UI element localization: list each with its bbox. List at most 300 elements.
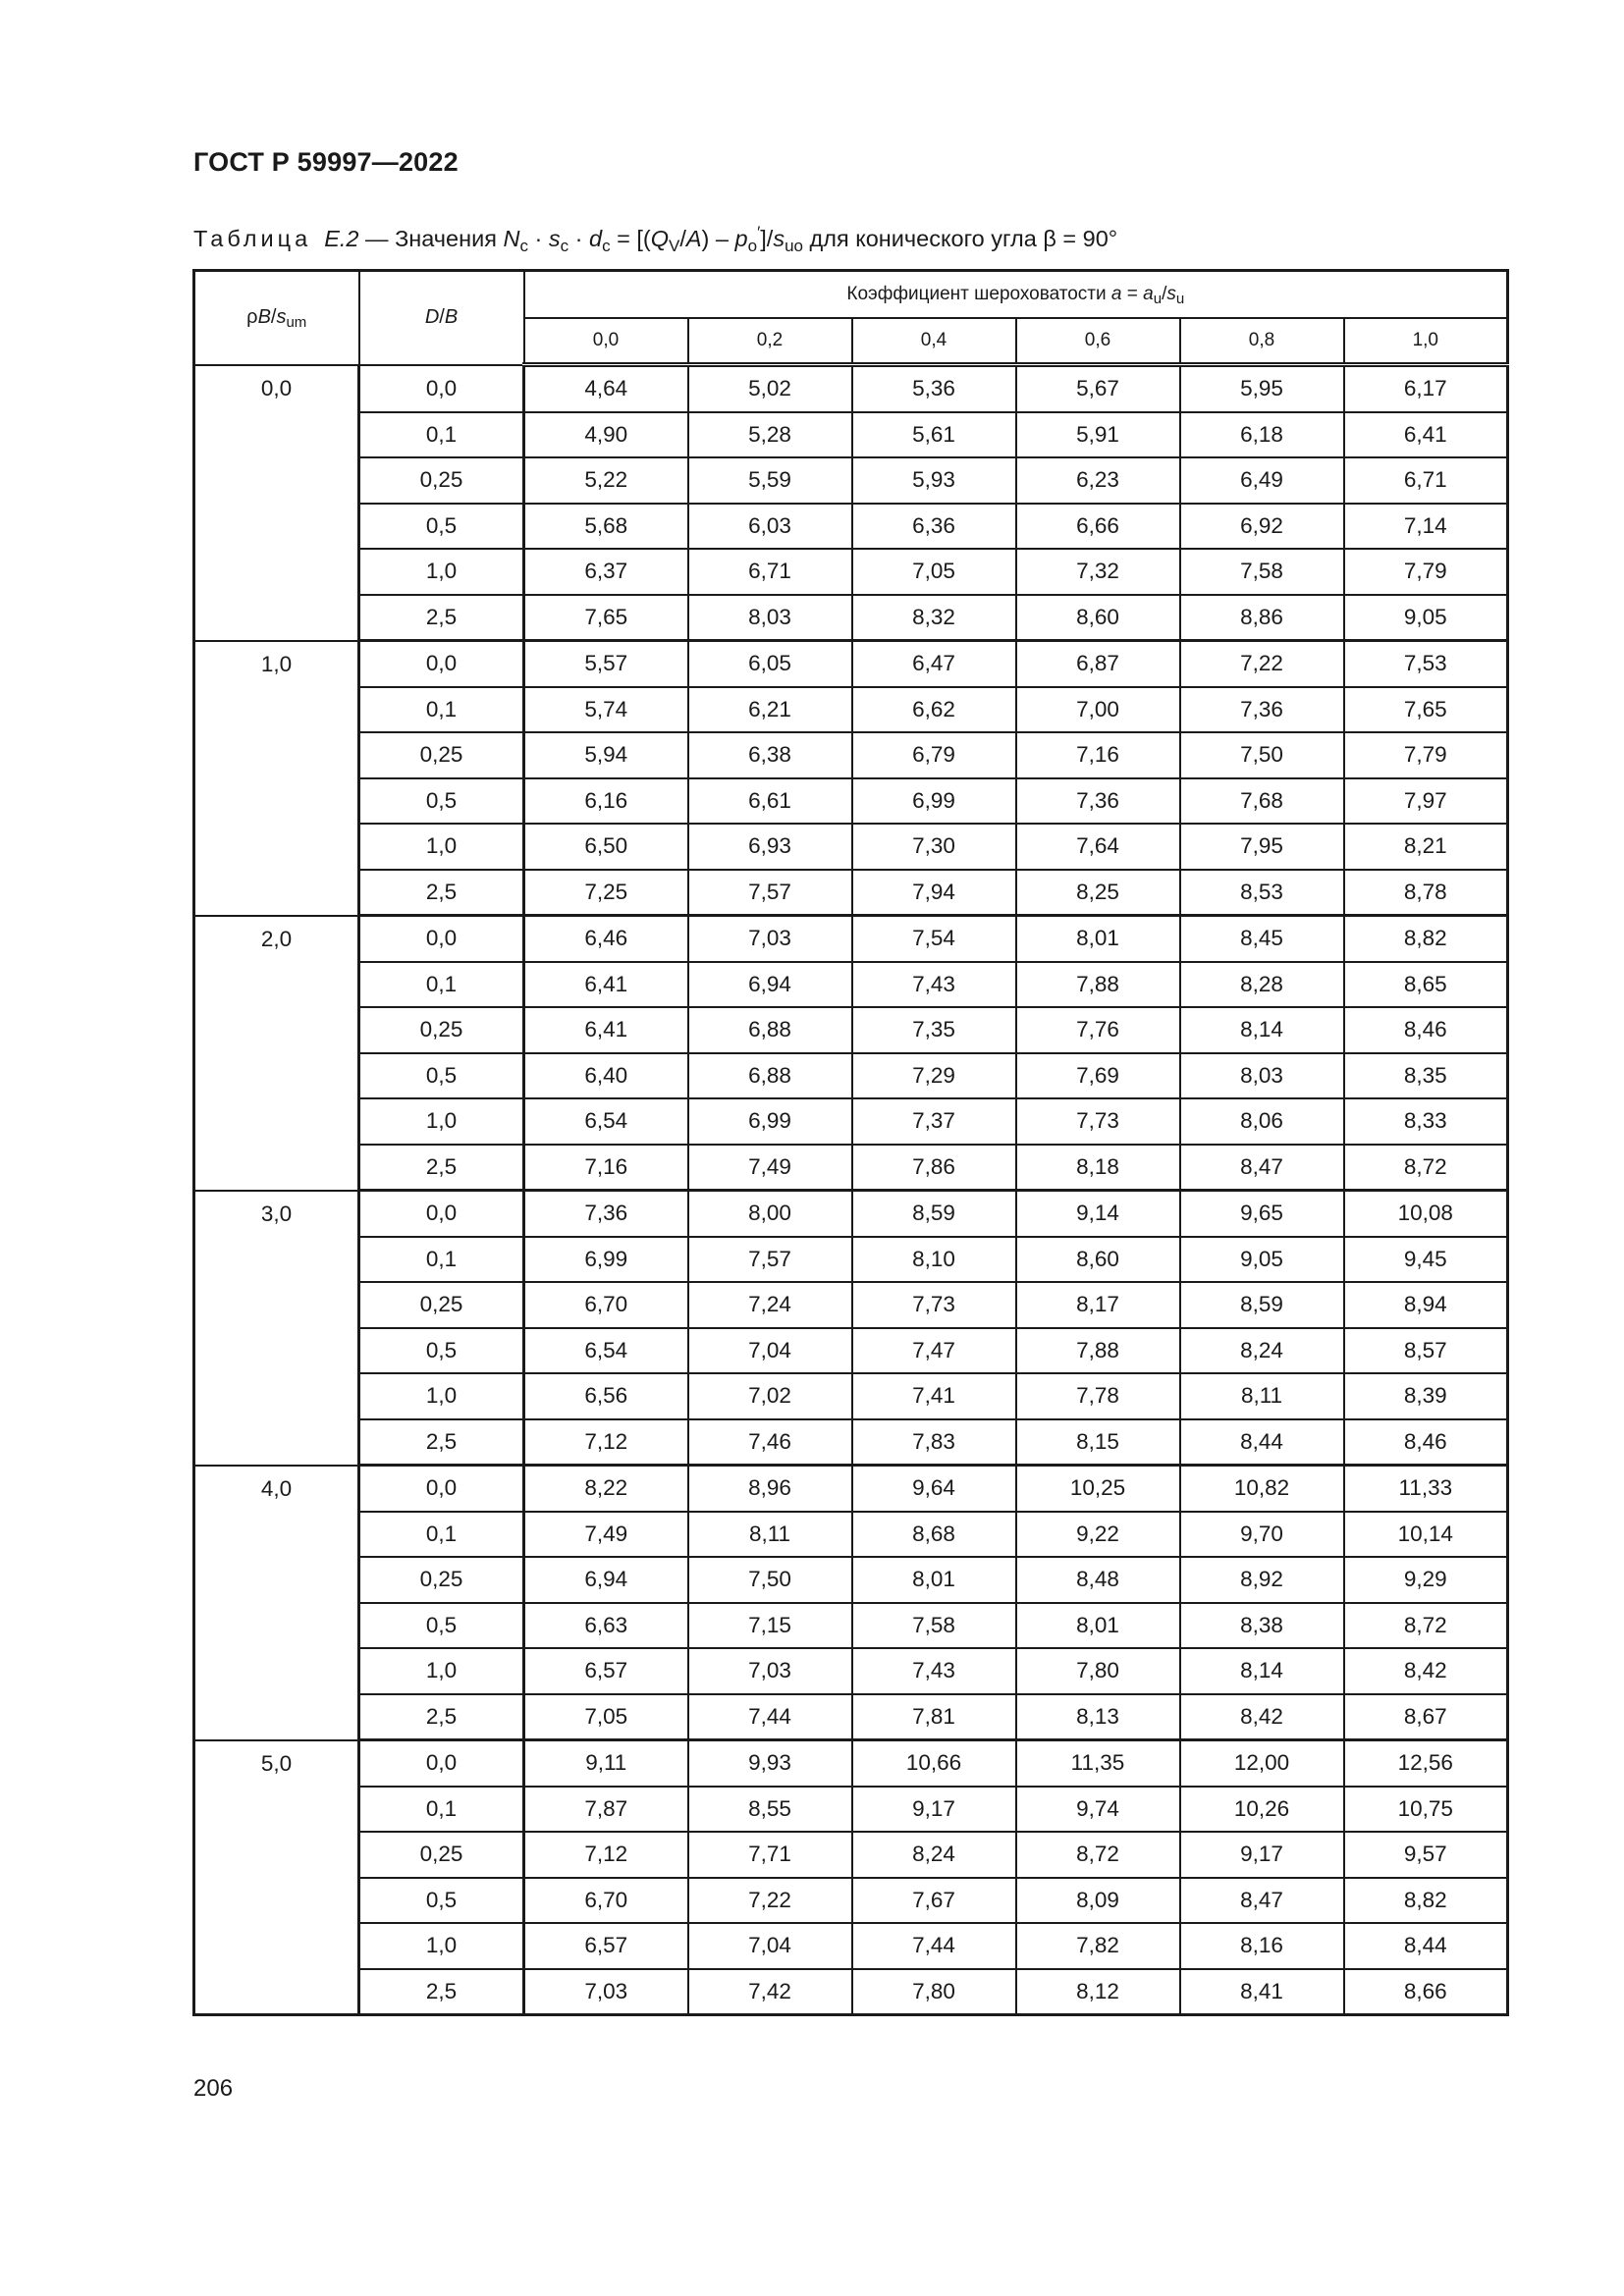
cell-value: 8,21 [1344, 824, 1508, 870]
table-row [194, 1328, 1508, 1374]
cell-value: 7,16 [524, 1145, 688, 1191]
cell-value: 8,57 [1344, 1328, 1508, 1374]
cell-value: 4,64 [524, 365, 688, 412]
cell-value: 8,11 [688, 1512, 852, 1558]
cell-value: 7,47 [852, 1328, 1016, 1374]
cell-value: 8,86 [1180, 595, 1344, 641]
table-row [194, 1191, 1508, 1237]
cell-value: 7,57 [688, 870, 852, 916]
cell-value: 7,43 [852, 1648, 1016, 1694]
cell-value: 7,12 [524, 1419, 688, 1466]
cell-value: 7,04 [688, 1328, 852, 1374]
table-row [194, 365, 1508, 412]
table-row [194, 1603, 1508, 1649]
table-row [194, 1694, 1508, 1740]
cell-value: 8,53 [1180, 870, 1344, 916]
cell-value: 8,72 [1344, 1145, 1508, 1191]
cell-value: 8,03 [1180, 1053, 1344, 1099]
cell-value: 7,03 [688, 1648, 852, 1694]
table-row [194, 870, 1508, 916]
cell-value: 8,59 [852, 1191, 1016, 1237]
cell-value: 6,46 [524, 916, 688, 962]
cell-value: 8,41 [1180, 1969, 1344, 2015]
cell-value: 7,86 [852, 1145, 1016, 1191]
cell-value: 6,36 [852, 504, 1016, 550]
cell-value: 12,00 [1180, 1740, 1344, 1787]
cell-value: 6,54 [524, 1328, 688, 1374]
cell-value: 8,18 [1016, 1145, 1180, 1191]
cell-value: 7,58 [1180, 549, 1344, 595]
table-row [194, 1282, 1508, 1328]
cell-d-b: 0,25 [359, 457, 524, 504]
cell-value: 8,00 [688, 1191, 852, 1237]
cell-d-b: 0,0 [359, 916, 524, 962]
cell-d-b: 0,5 [359, 504, 524, 550]
cell-value: 8,44 [1344, 1923, 1508, 1969]
cell-value: 5,93 [852, 457, 1016, 504]
cell-value: 9,64 [852, 1466, 1016, 1512]
cell-value: 8,14 [1180, 1648, 1344, 1694]
cell-d-b: 1,0 [359, 824, 524, 870]
cell-value: 6,41 [524, 962, 688, 1008]
cell-value: 8,46 [1344, 1007, 1508, 1053]
cell-value: 7,82 [1016, 1923, 1180, 1969]
cell-d-b: 2,5 [359, 1969, 524, 2015]
cell-rho-b-s-um: 5,0 [194, 1740, 359, 2015]
cell-d-b: 2,5 [359, 1694, 524, 1740]
table-row [194, 1053, 1508, 1099]
cell-rho-b-s-um: 0,0 [194, 365, 359, 641]
cell-d-b: 0,5 [359, 1878, 524, 1924]
cell-d-b: 2,5 [359, 1145, 524, 1191]
cell-value: 5,28 [688, 412, 852, 458]
cell-value: 8,78 [1344, 870, 1508, 916]
cell-value: 7,64 [1016, 824, 1180, 870]
cell-value: 7,50 [688, 1557, 852, 1603]
cell-value: 12,56 [1344, 1740, 1508, 1787]
cell-value: 8,10 [852, 1237, 1016, 1283]
cell-value: 5,68 [524, 504, 688, 550]
cell-value: 7,49 [524, 1512, 688, 1558]
cell-value: 8,03 [688, 595, 852, 641]
table-row [194, 1098, 1508, 1145]
cell-value: 9,05 [1180, 1237, 1344, 1283]
cell-value: 6,21 [688, 687, 852, 733]
cell-value: 7,15 [688, 1603, 852, 1649]
cell-d-b: 0,5 [359, 778, 524, 825]
table-row [194, 1969, 1508, 2015]
cell-value: 8,22 [524, 1466, 688, 1512]
cell-value: 6,41 [1344, 412, 1508, 458]
cell-value: 9,57 [1344, 1832, 1508, 1878]
caption-formula: $N_c \cdot s_c \cdot d_c = [(Q_V/A) - p_o']/s_{uo}$ [503, 223, 803, 255]
cell-d-b: 0,25 [359, 1557, 524, 1603]
cell-value: 10,26 [1180, 1787, 1344, 1833]
cell-value: 7,57 [688, 1237, 852, 1283]
cell-value: 6,88 [688, 1053, 852, 1099]
cell-value: 7,49 [688, 1145, 852, 1191]
cell-value: 9,14 [1016, 1191, 1180, 1237]
cell-value: 9,74 [1016, 1787, 1180, 1833]
cell-value: 11,33 [1344, 1466, 1508, 1512]
cell-value: 5,22 [524, 457, 688, 504]
cell-value: 7,53 [1344, 641, 1508, 687]
cell-value: 9,22 [1016, 1512, 1180, 1558]
cell-value: 6,18 [1180, 412, 1344, 458]
cell-value: 7,78 [1016, 1373, 1180, 1419]
table-row [194, 1740, 1508, 1787]
table-row [194, 641, 1508, 687]
cell-value: 8,06 [1180, 1098, 1344, 1145]
table-row [194, 1923, 1508, 1969]
cell-value: 5,36 [852, 365, 1016, 412]
cell-value: 8,46 [1344, 1419, 1508, 1466]
cell-value: 6,66 [1016, 504, 1180, 550]
cell-value: 8,12 [1016, 1969, 1180, 2015]
table-row [194, 1419, 1508, 1466]
cell-value: 7,37 [852, 1098, 1016, 1145]
cell-value: 6,47 [852, 641, 1016, 687]
cell-value: 7,87 [524, 1787, 688, 1833]
cell-d-b: 0,25 [359, 1832, 524, 1878]
cell-value: 8,01 [852, 1557, 1016, 1603]
cell-d-b: 1,0 [359, 549, 524, 595]
cell-value: 8,42 [1180, 1694, 1344, 1740]
cell-value: 10,14 [1344, 1512, 1508, 1558]
cell-value: 8,15 [1016, 1419, 1180, 1466]
cell-value: 7,44 [852, 1923, 1016, 1969]
cell-value: 8,32 [852, 595, 1016, 641]
cell-value: 7,80 [852, 1969, 1016, 2015]
cell-value: 7,03 [524, 1969, 688, 2015]
cell-value: 5,67 [1016, 365, 1180, 412]
cell-value: 8,66 [1344, 1969, 1508, 2015]
cell-value: 6,54 [524, 1098, 688, 1145]
table-row [194, 595, 1508, 641]
cell-value: 7,41 [852, 1373, 1016, 1419]
table-row [194, 1237, 1508, 1283]
table-row [194, 549, 1508, 595]
cell-value: 9,65 [1180, 1191, 1344, 1237]
cell-value: 10,82 [1180, 1466, 1344, 1512]
table-row [194, 962, 1508, 1008]
cell-value: 7,22 [688, 1878, 852, 1924]
cell-d-b: 0,0 [359, 1191, 524, 1237]
cell-value: 8,44 [1180, 1419, 1344, 1466]
cell-value: 7,36 [1016, 778, 1180, 825]
cell-value: 8,13 [1016, 1694, 1180, 1740]
cell-value: 8,25 [1016, 870, 1180, 916]
cell-d-b: 0,1 [359, 412, 524, 458]
cell-value: 7,73 [852, 1282, 1016, 1328]
table-row [194, 1557, 1508, 1603]
cell-value: 8,33 [1344, 1098, 1508, 1145]
table-row [194, 1466, 1508, 1512]
cell-d-b: 2,5 [359, 870, 524, 916]
cell-value: 7,36 [1180, 687, 1344, 733]
cell-value: 8,09 [1016, 1878, 1180, 1924]
cell-value: 7,69 [1016, 1053, 1180, 1099]
cell-value: 6,50 [524, 824, 688, 870]
cell-value: 7,68 [1180, 778, 1344, 825]
cell-value: 7,43 [852, 962, 1016, 1008]
cell-value: 7,88 [1016, 1328, 1180, 1374]
cell-value: 7,36 [524, 1191, 688, 1237]
cell-value: 11,35 [1016, 1740, 1180, 1787]
caption-dash: — [365, 226, 389, 251]
cell-d-b: 2,5 [359, 595, 524, 641]
cell-value: 7,50 [1180, 732, 1344, 778]
cell-d-b: 0,1 [359, 1512, 524, 1558]
cell-value: 7,30 [852, 824, 1016, 870]
table-row [194, 916, 1508, 962]
cell-d-b: 1,0 [359, 1923, 524, 1969]
cell-value: 5,91 [1016, 412, 1180, 458]
cell-value: 5,94 [524, 732, 688, 778]
cell-value: 8,82 [1344, 916, 1508, 962]
cell-value: 8,68 [852, 1512, 1016, 1558]
cell-d-b: 0,5 [359, 1603, 524, 1649]
cell-value: 7,35 [852, 1007, 1016, 1053]
cell-value: 7,25 [524, 870, 688, 916]
cell-value: 8,59 [1180, 1282, 1344, 1328]
cell-value: 7,03 [688, 916, 852, 962]
cell-value: 7,73 [1016, 1098, 1180, 1145]
cell-value: 9,45 [1344, 1237, 1508, 1283]
cell-value: 8,14 [1180, 1007, 1344, 1053]
cell-value: 8,60 [1016, 595, 1180, 641]
cell-d-b: 1,0 [359, 1373, 524, 1419]
cell-value: 8,94 [1344, 1282, 1508, 1328]
cell-value: 8,28 [1180, 962, 1344, 1008]
cell-value: 6,57 [524, 1648, 688, 1694]
header-roughness-value: 0,2 [688, 318, 852, 365]
cell-value: 6,63 [524, 1603, 688, 1649]
header-roughness-value: 0,0 [524, 318, 688, 365]
cell-value: 7,97 [1344, 778, 1508, 825]
cell-value: 6,23 [1016, 457, 1180, 504]
cell-value: 6,70 [524, 1878, 688, 1924]
cell-value: 6,17 [1344, 365, 1508, 412]
cell-d-b: 0,5 [359, 1328, 524, 1374]
cell-value: 7,05 [852, 549, 1016, 595]
cell-value: 7,04 [688, 1923, 852, 1969]
table-row [194, 824, 1508, 870]
cell-value: 8,45 [1180, 916, 1344, 962]
cell-value: 7,00 [1016, 687, 1180, 733]
cell-value: 6,99 [688, 1098, 852, 1145]
cell-value: 6,56 [524, 1373, 688, 1419]
cell-value: 7,80 [1016, 1648, 1180, 1694]
table-row [194, 457, 1508, 504]
cell-value: 9,11 [524, 1740, 688, 1787]
cell-value: 5,02 [688, 365, 852, 412]
cell-value: 7,05 [524, 1694, 688, 1740]
cell-value: 8,92 [1180, 1557, 1344, 1603]
document-header: ГОСТ Р 59997—2022 [193, 147, 459, 177]
header-rho-b-s-um: $\rho B/s_{um}$ [194, 271, 359, 365]
cell-value: 10,66 [852, 1740, 1016, 1787]
table-row [194, 1373, 1508, 1419]
table-caption [193, 224, 1117, 253]
cell-value: 7,12 [524, 1832, 688, 1878]
cell-value: 7,42 [688, 1969, 852, 2015]
cell-value: 6,71 [688, 549, 852, 595]
cell-value: 7,76 [1016, 1007, 1180, 1053]
cell-value: 7,79 [1344, 732, 1508, 778]
cell-value: 6,16 [524, 778, 688, 825]
cell-value: 7,65 [1344, 687, 1508, 733]
cell-value: 7,81 [852, 1694, 1016, 1740]
header-roughness-value: 1,0 [1344, 318, 1508, 365]
cell-value: 6,62 [852, 687, 1016, 733]
cell-value: 6,49 [1180, 457, 1344, 504]
cell-value: 8,65 [1344, 962, 1508, 1008]
cell-value: 9,70 [1180, 1512, 1344, 1558]
cell-value: 5,57 [524, 641, 688, 687]
cell-value: 10,25 [1016, 1466, 1180, 1512]
cell-value: 7,32 [1016, 549, 1180, 595]
table-row [194, 1512, 1508, 1558]
cell-value: 6,99 [524, 1237, 688, 1283]
cell-value: 8,24 [852, 1832, 1016, 1878]
cell-value: 8,24 [1180, 1328, 1344, 1374]
cell-d-b: 0,25 [359, 732, 524, 778]
cell-d-b: 1,0 [359, 1648, 524, 1694]
table-row [194, 687, 1508, 733]
table-row [194, 1832, 1508, 1878]
cell-value: 6,99 [852, 778, 1016, 825]
cell-value: 7,88 [1016, 962, 1180, 1008]
cell-rho-b-s-um: 2,0 [194, 916, 359, 1191]
table-row [194, 1878, 1508, 1924]
cell-value: 7,95 [1180, 824, 1344, 870]
header-roughness-value: 0,6 [1016, 318, 1180, 365]
table-row [194, 1007, 1508, 1053]
header-roughness-value: 0,8 [1180, 318, 1344, 365]
cell-value: 10,08 [1344, 1191, 1508, 1237]
cell-d-b: 0,0 [359, 641, 524, 687]
cell-value: 9,17 [1180, 1832, 1344, 1878]
cell-value: 7,79 [1344, 549, 1508, 595]
cell-value: 7,58 [852, 1603, 1016, 1649]
cell-value: 7,44 [688, 1694, 852, 1740]
cell-value: 6,03 [688, 504, 852, 550]
cell-value: 6,93 [688, 824, 852, 870]
caption-prefix: Таблица [193, 226, 312, 251]
cell-d-b: 2,5 [359, 1419, 524, 1466]
cell-value: 7,94 [852, 870, 1016, 916]
header-roughness-coefficient: Коэффициент шероховатости $a = a_u/s_u$ [524, 271, 1508, 319]
cell-value: 9,93 [688, 1740, 852, 1787]
table-body [194, 365, 1508, 2015]
table-row [194, 504, 1508, 550]
table-row [194, 1787, 1508, 1833]
cell-value: 5,74 [524, 687, 688, 733]
cell-d-b: 0,0 [359, 365, 524, 412]
table-row [194, 1145, 1508, 1191]
cell-value: 6,57 [524, 1923, 688, 1969]
cell-value: 7,46 [688, 1419, 852, 1466]
cell-d-b: 0,0 [359, 1740, 524, 1787]
cell-value: 9,05 [1344, 595, 1508, 641]
cell-value: 7,16 [1016, 732, 1180, 778]
cell-value: 10,75 [1344, 1787, 1508, 1833]
cell-value: 6,41 [524, 1007, 688, 1053]
cell-d-b: 0,1 [359, 687, 524, 733]
cell-value: 8,72 [1344, 1603, 1508, 1649]
cell-value: 8,17 [1016, 1282, 1180, 1328]
cell-d-b: 0,5 [359, 1053, 524, 1099]
cell-value: 8,67 [1344, 1694, 1508, 1740]
cell-value: 8,42 [1344, 1648, 1508, 1694]
cell-value: 7,65 [524, 595, 688, 641]
cell-value: 8,01 [1016, 1603, 1180, 1649]
cell-value: 6,71 [1344, 457, 1508, 504]
cell-value: 7,83 [852, 1419, 1016, 1466]
cell-value: 4,90 [524, 412, 688, 458]
cell-value: 8,48 [1016, 1557, 1180, 1603]
cell-value: 6,88 [688, 1007, 852, 1053]
table-row [194, 412, 1508, 458]
table-row [194, 778, 1508, 825]
cell-value: 6,38 [688, 732, 852, 778]
header-d-b: D/B [359, 271, 524, 365]
page-number: 206 [193, 2075, 234, 2102]
cell-value: 8,38 [1180, 1603, 1344, 1649]
cell-value: 8,01 [1016, 916, 1180, 962]
cell-value: 9,29 [1344, 1557, 1508, 1603]
cell-value: 7,24 [688, 1282, 852, 1328]
cell-value: 5,95 [1180, 365, 1344, 412]
caption-table-id: E.2 [324, 226, 359, 251]
cell-value: 8,16 [1180, 1923, 1344, 1969]
cell-value: 8,82 [1344, 1878, 1508, 1924]
cell-value: 6,37 [524, 549, 688, 595]
cell-value: 6,87 [1016, 641, 1180, 687]
cell-value: 8,47 [1180, 1878, 1344, 1924]
cell-value: 7,29 [852, 1053, 1016, 1099]
table-row [194, 1648, 1508, 1694]
cell-rho-b-s-um: 3,0 [194, 1191, 359, 1466]
caption-text-before: Значения [395, 226, 497, 251]
cell-value: 8,72 [1016, 1832, 1180, 1878]
cell-value: 6,70 [524, 1282, 688, 1328]
cell-d-b: 0,1 [359, 962, 524, 1008]
cell-value: 6,94 [524, 1557, 688, 1603]
cell-value: 8,39 [1344, 1373, 1508, 1419]
cell-value: 6,40 [524, 1053, 688, 1099]
cell-value: 7,02 [688, 1373, 852, 1419]
cell-value: 6,94 [688, 962, 852, 1008]
cell-d-b: 0,25 [359, 1282, 524, 1328]
cell-value: 6,61 [688, 778, 852, 825]
cell-value: 7,71 [688, 1832, 852, 1878]
cell-value: 7,22 [1180, 641, 1344, 687]
cell-value: 6,05 [688, 641, 852, 687]
cell-d-b: 0,0 [359, 1466, 524, 1512]
cell-value: 7,14 [1344, 504, 1508, 550]
cell-value: 8,11 [1180, 1373, 1344, 1419]
cell-value: 8,60 [1016, 1237, 1180, 1283]
caption-text-after: для конического угла β = 90° [809, 226, 1118, 251]
bearing-capacity-table [192, 269, 1509, 2016]
cell-value: 8,55 [688, 1787, 852, 1833]
cell-value: 6,92 [1180, 504, 1344, 550]
cell-value: 5,61 [852, 412, 1016, 458]
header-roughness-value: 0,4 [852, 318, 1016, 365]
cell-d-b: 0,25 [359, 1007, 524, 1053]
